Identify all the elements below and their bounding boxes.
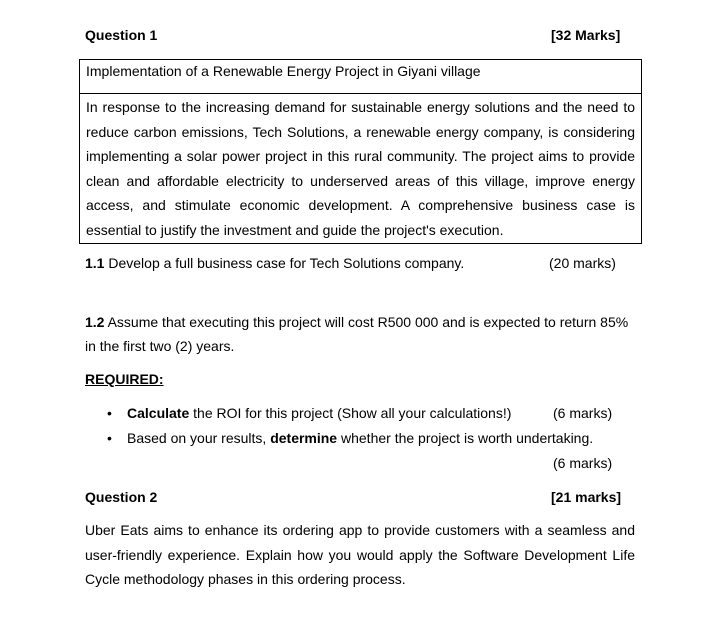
item-1-1 [85, 255, 464, 271]
case-title: Implementation of a Renewable Energy Project in Giyani village [86, 63, 481, 79]
question-2-text: Uber Eats aims to enhance its ordering app to provide customers with a seamless and user-friendly experience. Explain how you would apply the Software Development Life Cycle methodology phases in this ordering process. [85, 522, 635, 587]
item-1-2 [85, 314, 628, 330]
item-1-2-text-line2: in the first two (2) years. [85, 338, 235, 354]
case-title-box [79, 59, 642, 94]
bullet-1-marks: (6 marks) [553, 405, 613, 421]
bullet-2-marks: (6 marks) [553, 455, 613, 471]
bullet-icon: • [107, 430, 112, 446]
bullet-1-keyword: Calculate [127, 405, 190, 421]
item-1-1-text: Develop a full business case for Tech Solutions company. [104, 255, 465, 271]
bullet-2-text: Based on your results, determine whether the project is worth undertaking. [127, 430, 594, 446]
required-label: REQUIRED: [85, 371, 164, 387]
bullet-1-text: Calculate the ROI for this project (Show all your calculations!) [127, 405, 512, 421]
item-1-1-number: 1.1 [85, 255, 105, 271]
question-1-heading: Question 1 [85, 27, 158, 43]
question-2-marks: [21 marks] [551, 489, 622, 505]
bullet-2-keyword: determine [270, 430, 338, 446]
case-description: In response to the increasing demand for sustainable energy solutions and the need to reduce carbon emissions, Tech Solutions, a renewable energy company, is considering implementing a solar power project in this rural community. The project aims to provide clean and affordable electricity to underserved areas of this village, improve energy access, and stimulate economic development. A comprehensive business case is essential to justify the investment and guide the project's execution. [86, 99, 635, 238]
question-1-marks: [32 Marks] [551, 27, 621, 43]
item-1-1-marks: (20 marks) [549, 255, 616, 271]
item-1-2-text-line1: Assume that executing this project will cost R500 000 and is expected to return 85% [104, 314, 629, 330]
question-2-heading: Question 2 [85, 489, 158, 505]
bullet-icon: • [107, 405, 112, 421]
case-description-box [79, 94, 642, 244]
item-1-2-number: 1.2 [85, 314, 105, 330]
